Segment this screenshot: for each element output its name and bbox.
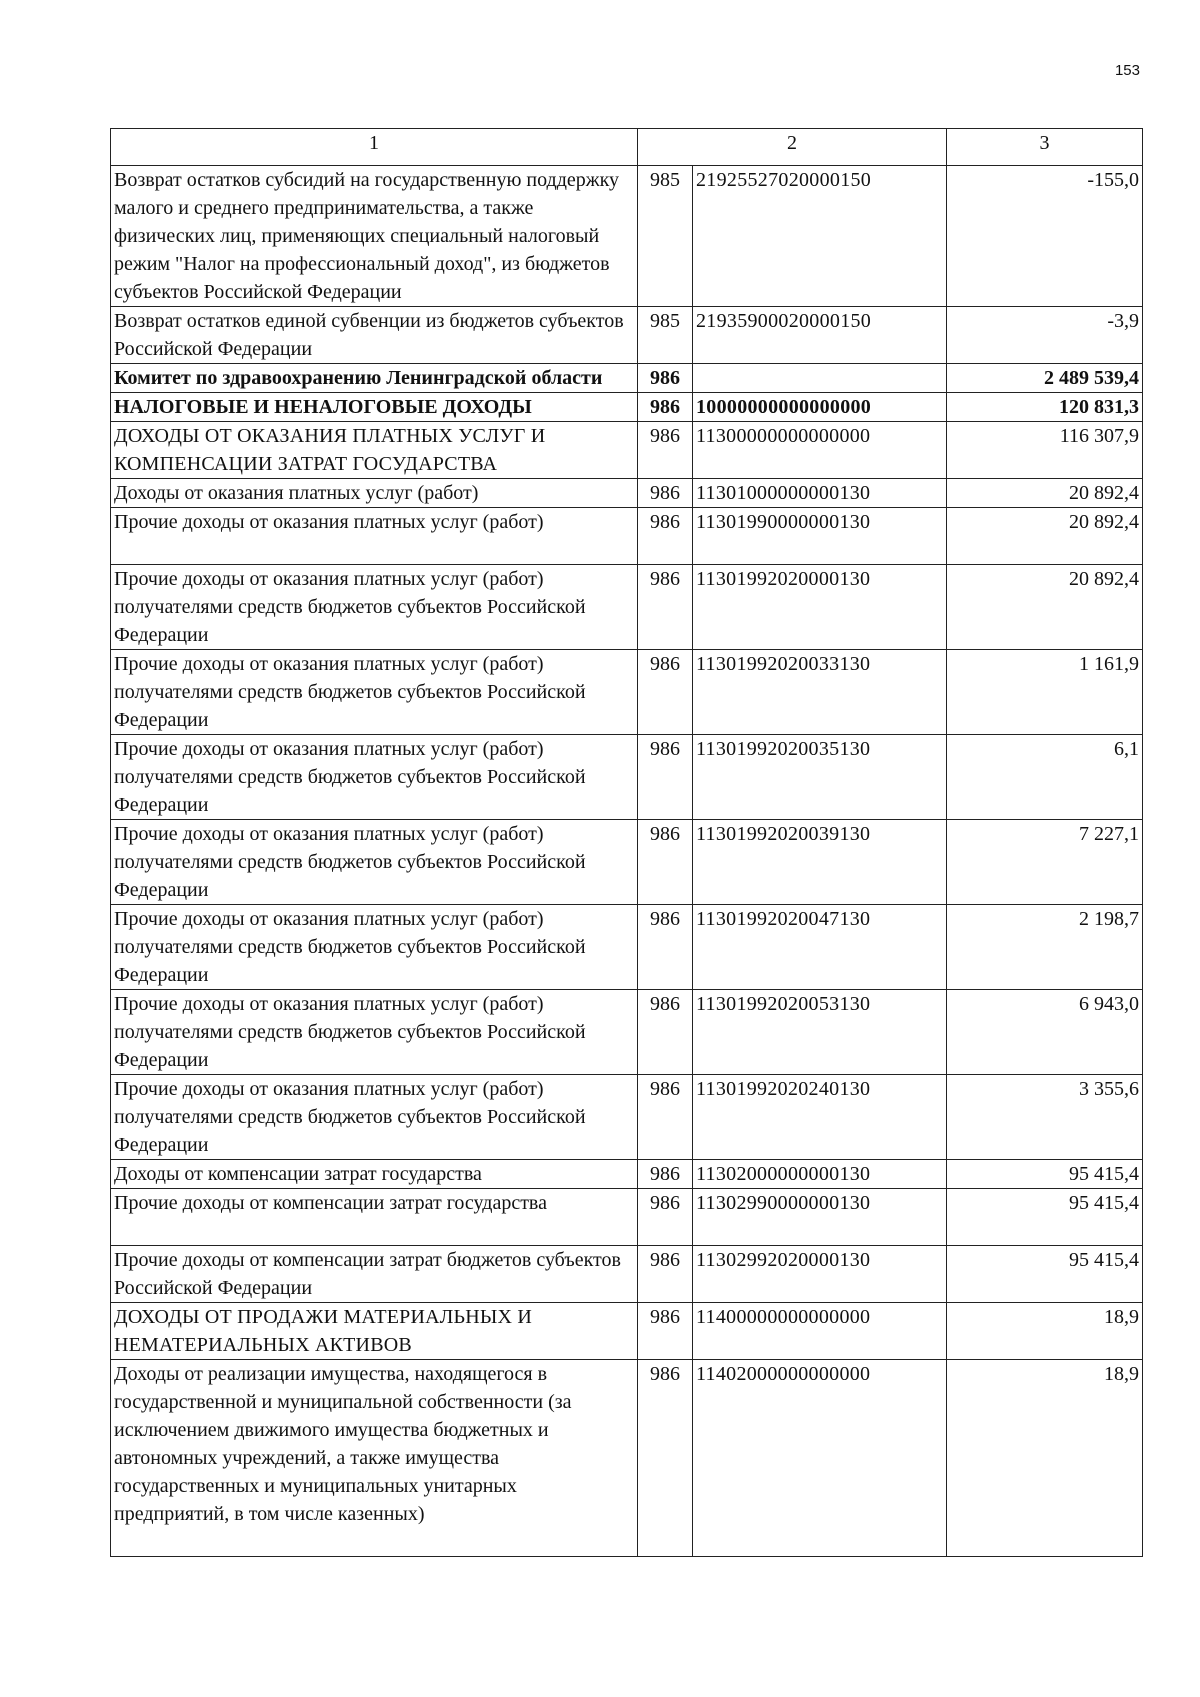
row-amount: 20 892,4 xyxy=(947,479,1143,508)
row-name: Прочие доходы от оказания платных услуг (работ) получателями средств бюджетов субъектов Российской Федерации xyxy=(111,905,638,990)
row-name: Прочие доходы от компенсации затрат государства xyxy=(111,1189,638,1246)
row-admin-code: 986 xyxy=(638,1246,693,1303)
row-amount: 3 355,6 xyxy=(947,1075,1143,1160)
row-name: Доходы от компенсации затрат государства xyxy=(111,1160,638,1189)
table-row xyxy=(111,1075,1143,1160)
row-amount: -3,9 xyxy=(947,307,1143,364)
row-kbk-code: 11301992020035130 xyxy=(693,735,947,820)
row-admin-code: 986 xyxy=(638,1303,693,1360)
row-amount: 95 415,4 xyxy=(947,1160,1143,1189)
header-col-2: 2 xyxy=(638,129,947,166)
row-amount: 6 943,0 xyxy=(947,990,1143,1075)
row-kbk-code xyxy=(693,364,947,393)
header-col-1: 1 xyxy=(111,129,638,166)
row-admin-code: 986 xyxy=(638,905,693,990)
row-admin-code: 986 xyxy=(638,1160,693,1189)
row-amount: 2 198,7 xyxy=(947,905,1143,990)
row-amount: 6,1 xyxy=(947,735,1143,820)
row-kbk-code: 10000000000000000 xyxy=(693,393,947,422)
row-kbk-code: 11301992020000130 xyxy=(693,565,947,650)
table-row xyxy=(111,820,1143,905)
table-row xyxy=(111,1160,1143,1189)
row-kbk-code: 11402000000000000 xyxy=(693,1360,947,1557)
row-amount: 18,9 xyxy=(947,1303,1143,1360)
row-amount: 116 307,9 xyxy=(947,422,1143,479)
row-name: Возврат остатков субсидий на государственную поддержку малого и среднего предпринимательства, а также физических лиц, применяющих специальный налоговый режим "Налог на профессиональный доход", из бюджетов субъектов Российской Федерации xyxy=(111,166,638,307)
table-row xyxy=(111,479,1143,508)
row-name: Прочие доходы от оказания платных услуг (работ) получателями средств бюджетов субъектов Российской Федерации xyxy=(111,735,638,820)
table-row xyxy=(111,508,1143,565)
table-row xyxy=(111,364,1143,393)
row-name: Возврат остатков единой субвенции из бюджетов субъектов Российской Федерации xyxy=(111,307,638,364)
row-kbk-code: 11301990000000130 xyxy=(693,508,947,565)
row-kbk-code: 11301992020047130 xyxy=(693,905,947,990)
row-kbk-code: 11400000000000000 xyxy=(693,1303,947,1360)
page-number: 153 xyxy=(1114,62,1140,79)
row-kbk-code: 21925527020000150 xyxy=(693,166,947,307)
row-admin-code: 985 xyxy=(638,307,693,364)
row-name: Прочие доходы от компенсации затрат бюджетов субъектов Российской Федерации xyxy=(111,1246,638,1303)
row-name: Доходы от реализации имущества, находящегося в государственной и муниципальной собственности (за исключением движимого имущества бюджетных и автономных учреждений, а также имущества государственных и муниципальных унитарных предприятий, в том числе казенных) xyxy=(111,1360,638,1557)
row-amount: 20 892,4 xyxy=(947,565,1143,650)
row-admin-code: 986 xyxy=(638,479,693,508)
table-row xyxy=(111,990,1143,1075)
row-admin-code: 986 xyxy=(638,565,693,650)
row-kbk-code: 11301992020053130 xyxy=(693,990,947,1075)
table-row xyxy=(111,1360,1143,1557)
row-admin-code: 986 xyxy=(638,990,693,1075)
row-admin-code: 986 xyxy=(638,650,693,735)
row-kbk-code: 11302000000000130 xyxy=(693,1160,947,1189)
row-kbk-code: 11301992020240130 xyxy=(693,1075,947,1160)
row-amount: 18,9 xyxy=(947,1360,1143,1557)
table-row xyxy=(111,905,1143,990)
row-admin-code: 986 xyxy=(638,735,693,820)
row-name: Прочие доходы от оказания платных услуг (работ) получателями средств бюджетов субъектов Российской Федерации xyxy=(111,565,638,650)
table-row xyxy=(111,735,1143,820)
row-kbk-code: 11302990000000130 xyxy=(693,1189,947,1246)
table-row xyxy=(111,393,1143,422)
row-admin-code: 986 xyxy=(638,1189,693,1246)
row-kbk-code: 11302992020000130 xyxy=(693,1246,947,1303)
row-name: Прочие доходы от оказания платных услуг (работ) получателями средств бюджетов субъектов Российской Федерации xyxy=(111,820,638,905)
revenue-table xyxy=(110,128,1143,1557)
row-admin-code: 986 xyxy=(638,393,693,422)
row-name: Прочие доходы от оказания платных услуг (работ) получателями средств бюджетов субъектов Российской Федерации xyxy=(111,990,638,1075)
row-admin-code: 986 xyxy=(638,364,693,393)
row-amount: 20 892,4 xyxy=(947,508,1143,565)
row-amount: 95 415,4 xyxy=(947,1246,1143,1303)
row-admin-code: 985 xyxy=(638,166,693,307)
row-kbk-code: 11300000000000000 xyxy=(693,422,947,479)
table-header-row xyxy=(111,129,1143,166)
row-kbk-code: 11301992020033130 xyxy=(693,650,947,735)
row-admin-code: 986 xyxy=(638,820,693,905)
row-name: Прочие доходы от оказания платных услуг (работ) получателями средств бюджетов субъектов Российской Федерации xyxy=(111,650,638,735)
row-amount: 2 489 539,4 xyxy=(947,364,1143,393)
row-name: Доходы от оказания платных услуг (работ) xyxy=(111,479,638,508)
row-name: НАЛОГОВЫЕ И НЕНАЛОГОВЫЕ ДОХОДЫ xyxy=(111,393,638,422)
row-name: Прочие доходы от оказания платных услуг (работ) xyxy=(111,508,638,565)
header-col-3: 3 xyxy=(947,129,1143,166)
table-row xyxy=(111,166,1143,307)
row-admin-code: 986 xyxy=(638,1360,693,1557)
row-amount: -155,0 xyxy=(947,166,1143,307)
row-admin-code: 986 xyxy=(638,1075,693,1160)
table-row xyxy=(111,1246,1143,1303)
table-row xyxy=(111,422,1143,479)
row-name: Комитет по здравоохранению Ленинградской области xyxy=(111,364,638,393)
row-admin-code: 986 xyxy=(638,422,693,479)
row-name: ДОХОДЫ ОТ ПРОДАЖИ МАТЕРИАЛЬНЫХ И НЕМАТЕРИАЛЬНЫХ АКТИВОВ xyxy=(111,1303,638,1360)
table-row xyxy=(111,1189,1143,1246)
row-admin-code: 986 xyxy=(638,508,693,565)
row-amount: 120 831,3 xyxy=(947,393,1143,422)
row-name: Прочие доходы от оказания платных услуг (работ) получателями средств бюджетов субъектов Российской Федерации xyxy=(111,1075,638,1160)
row-amount: 7 227,1 xyxy=(947,820,1143,905)
table-row xyxy=(111,307,1143,364)
table-row xyxy=(111,1303,1143,1360)
row-name: ДОХОДЫ ОТ ОКАЗАНИЯ ПЛАТНЫХ УСЛУГ И КОМПЕНСАЦИИ ЗАТРАТ ГОСУДАРСТВА xyxy=(111,422,638,479)
row-kbk-code: 21935900020000150 xyxy=(693,307,947,364)
row-amount: 95 415,4 xyxy=(947,1189,1143,1246)
table-row xyxy=(111,565,1143,650)
row-amount: 1 161,9 xyxy=(947,650,1143,735)
table-row xyxy=(111,650,1143,735)
row-kbk-code: 11301000000000130 xyxy=(693,479,947,508)
row-kbk-code: 11301992020039130 xyxy=(693,820,947,905)
